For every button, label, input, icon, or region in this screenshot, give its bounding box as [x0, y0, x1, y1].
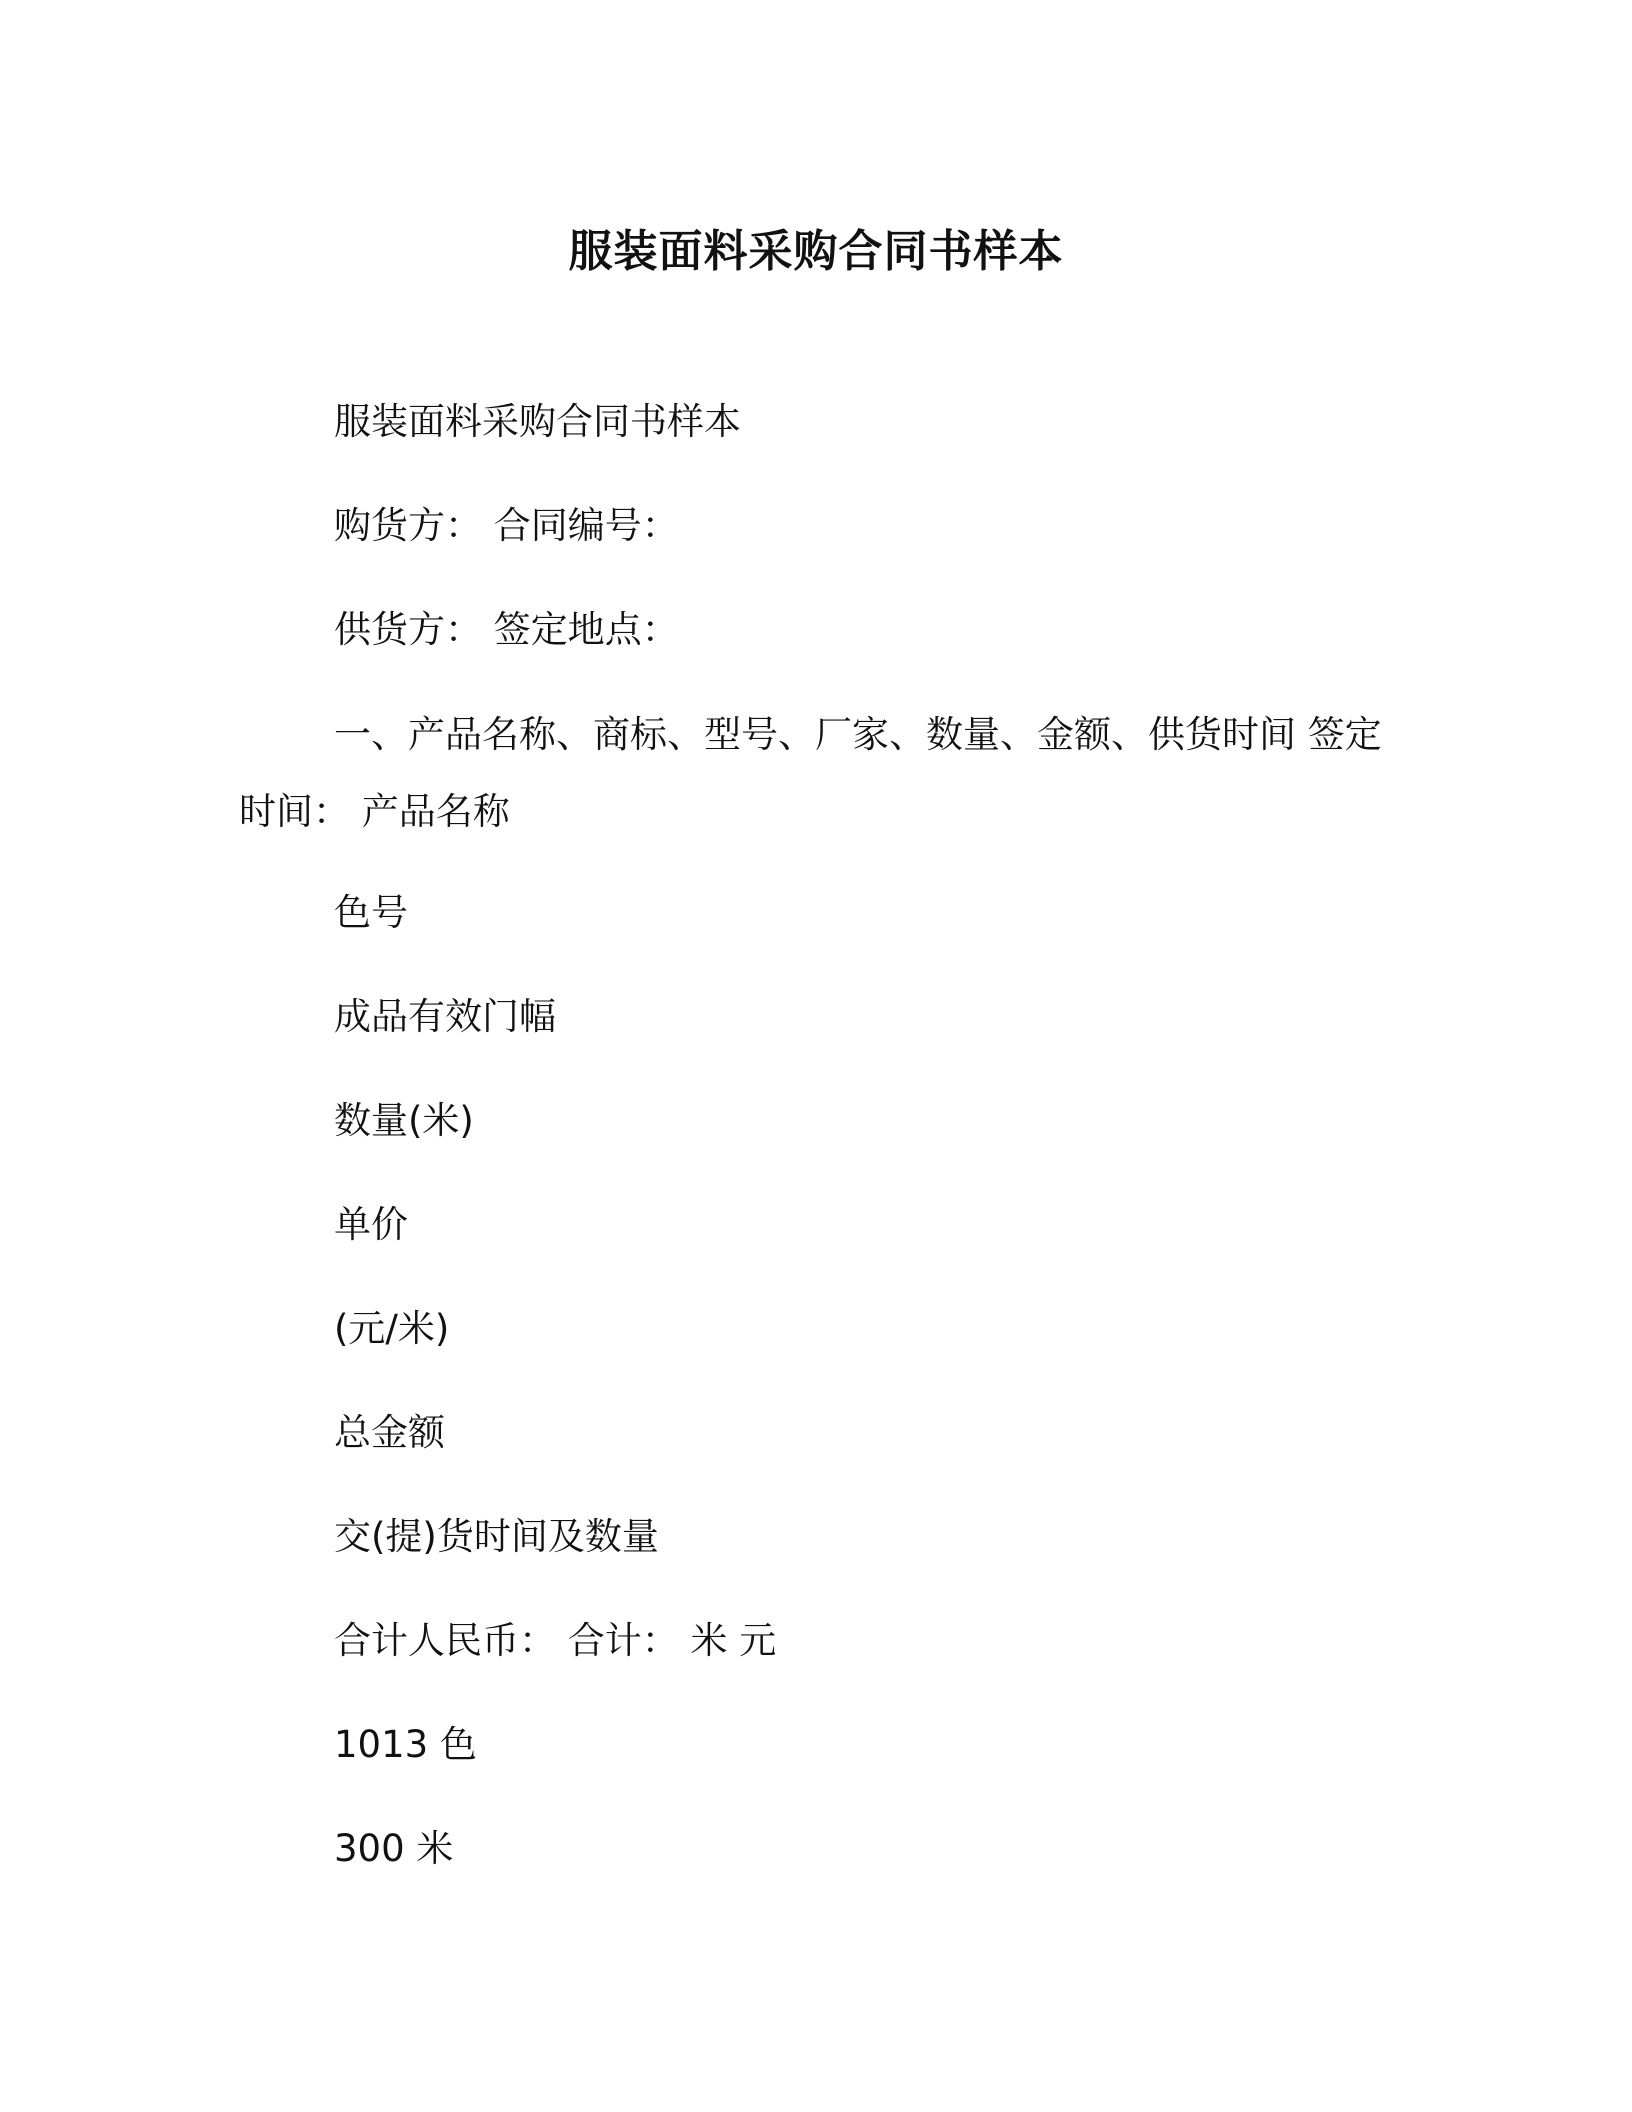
paragraph-subtitle: 服装面料采购合同书样本: [334, 400, 741, 443]
item-unit: (元/米): [334, 1307, 450, 1350]
item-color-number: 色号: [334, 891, 408, 934]
section-1-heading: [239, 696, 1394, 850]
item-unit-price: 单价: [334, 1203, 408, 1246]
item-total-amount: 总金额: [334, 1411, 445, 1454]
section-1-line-2: 时间： 产品名称: [239, 790, 510, 833]
paragraph-supplier: 供货方： 签定地点：: [334, 608, 679, 651]
item-300-meters: 300 米: [334, 1827, 454, 1870]
item-total-rmb: 合计人民币： 合计： 米 元: [334, 1619, 777, 1662]
section-1-line-1: 一、产品名称、商标、型号、厂家、数量、金额、供货时间 签定: [334, 713, 1382, 756]
document-title: 服装面料采购合同书样本: [568, 226, 1064, 277]
item-quantity: 数量(米): [334, 1099, 474, 1142]
item-delivery-time: 交(提)货时间及数量: [334, 1515, 659, 1558]
item-color-1013: 1013 色: [334, 1723, 477, 1766]
paragraph-buyer: 购货方： 合同编号：: [334, 504, 679, 547]
item-effective-width: 成品有效门幅: [334, 995, 556, 1038]
